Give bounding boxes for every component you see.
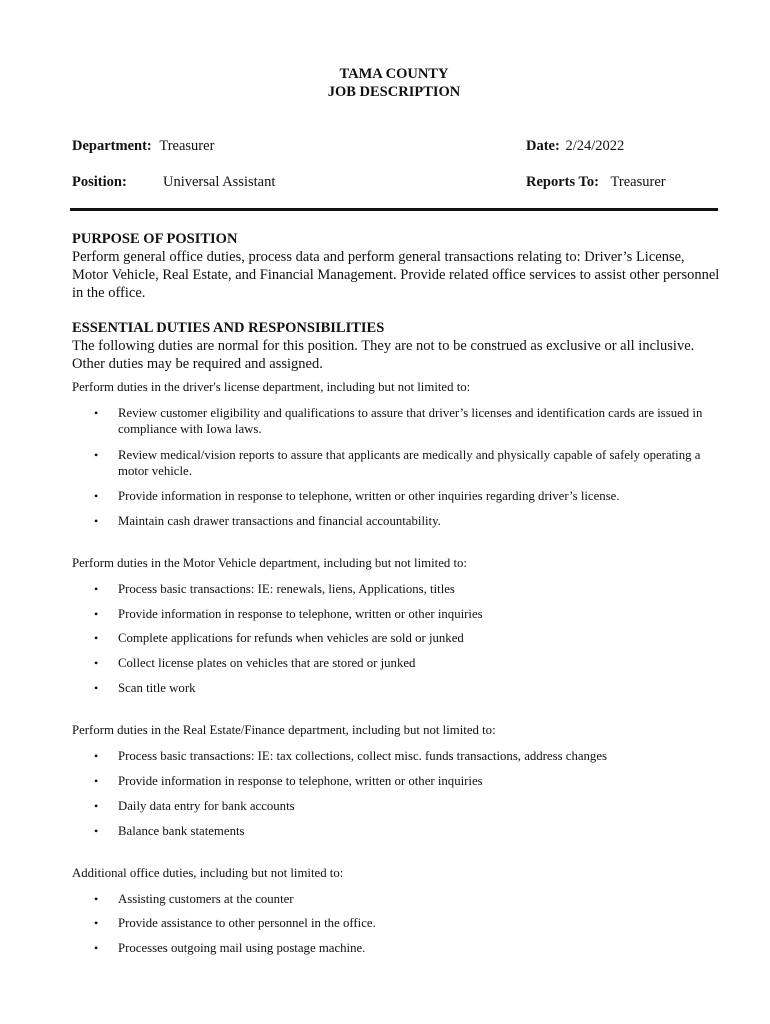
duties-section [72,319,720,373]
list-item: • Processes outgoing mail using postage machine. [94,941,366,955]
list-item: • Review medical/vision reports to assure that applicants are medically and physically capable of safely operating a motor vehicle. [94,448,701,478]
reports-to-label: Reports To: [526,174,599,190]
list-item: • Provide assistance to other personnel in the office. [94,916,376,930]
list-item: • Process basic transactions: IE: tax collections, collect misc. funds transactions, address changes [94,749,607,763]
bullet-icon: • [94,607,99,621]
department-label: Department: [72,138,152,154]
county-title: TAMA COUNTY [339,66,449,82]
list-item: • Provide information in response to telephone, written or other inquiries regarding driver’s license. [94,489,620,503]
bullet-icon: • [94,406,99,420]
duties-heading: ESSENTIAL DUTIES AND RESPONSIBILITIES [72,320,385,336]
reports-to-row [526,174,666,191]
date-label: Date: [526,138,560,154]
bullet-icon: • [94,489,99,503]
bullet-icon: • [94,448,99,462]
list-item: • Review customer eligibility and qualifications to assure that driver’s licenses and identification cards are issued in compliance with Iowa laws. [94,406,703,436]
bullet-icon: • [94,514,99,528]
purpose-heading: PURPOSE OF POSITION [72,231,238,247]
bullet-icon: • [94,656,99,670]
motor-vehicle-intro: Perform duties in the Motor Vehicle department, including but not limited to: [72,556,467,570]
drivers-license-intro: Perform duties in the driver's license department, including but not limited to: [72,380,471,394]
date-value: 2/24/2022 [565,138,625,154]
bullet-icon: • [94,824,99,838]
list-item: • Maintain cash drawer transactions and financial accountability. [94,514,441,528]
bullet-icon: • [94,631,99,645]
list-item: • Process basic transactions: IE: renewals, liens, Applications, titles [94,582,455,596]
bullet-icon: • [94,892,99,906]
header-divider [70,208,718,211]
list-item: • Assisting customers at the counter [94,892,294,906]
reports-to-value: Treasurer [610,174,666,190]
bullet-icon: • [94,582,99,596]
bullet-icon: • [94,749,99,763]
list-item: • Complete applications for refunds when vehicles are sold or junked [94,631,464,645]
bullet-icon: • [94,916,99,930]
purpose-body: Perform general office duties, process data and perform general transactions relating to: Driver’s License, Motor Vehicle, Real Estate, and Financial Management. Provide related office services to assist other personnel in the office. [72,249,720,301]
bullet-icon: • [94,774,99,788]
duties-body: The following duties are normal for this position. They are not to be construed as exclusive or all inclusive. Other duties may be required and assigned. [72,338,695,372]
document-type-title: JOB DESCRIPTION [327,84,461,100]
list-item: • Scan title work [94,681,196,695]
list-item: • Collect license plates on vehicles that are stored or junked [94,656,416,670]
list-item: • Provide information in response to telephone, written or other inquiries [94,774,483,788]
bullet-icon: • [94,799,99,813]
position-row [72,174,127,191]
position-label: Position: [72,174,127,190]
list-item: • Provide information in response to telephone, written or other inquiries [94,607,483,621]
additional-duties-intro: Additional office duties, including but not limited to: [72,866,344,880]
purpose-section [72,230,720,302]
bullet-icon: • [94,941,99,955]
list-item: • Daily data entry for bank accounts [94,799,295,813]
date-row [526,138,624,155]
list-item: • Balance bank statements [94,824,245,838]
position-value: Universal Assistant [163,174,276,190]
real-estate-intro: Perform duties in the Real Estate/Finance department, including but not limited to: [72,723,496,737]
department-row [72,138,214,155]
bullet-icon: • [94,681,99,695]
department-value: Treasurer [159,138,215,154]
